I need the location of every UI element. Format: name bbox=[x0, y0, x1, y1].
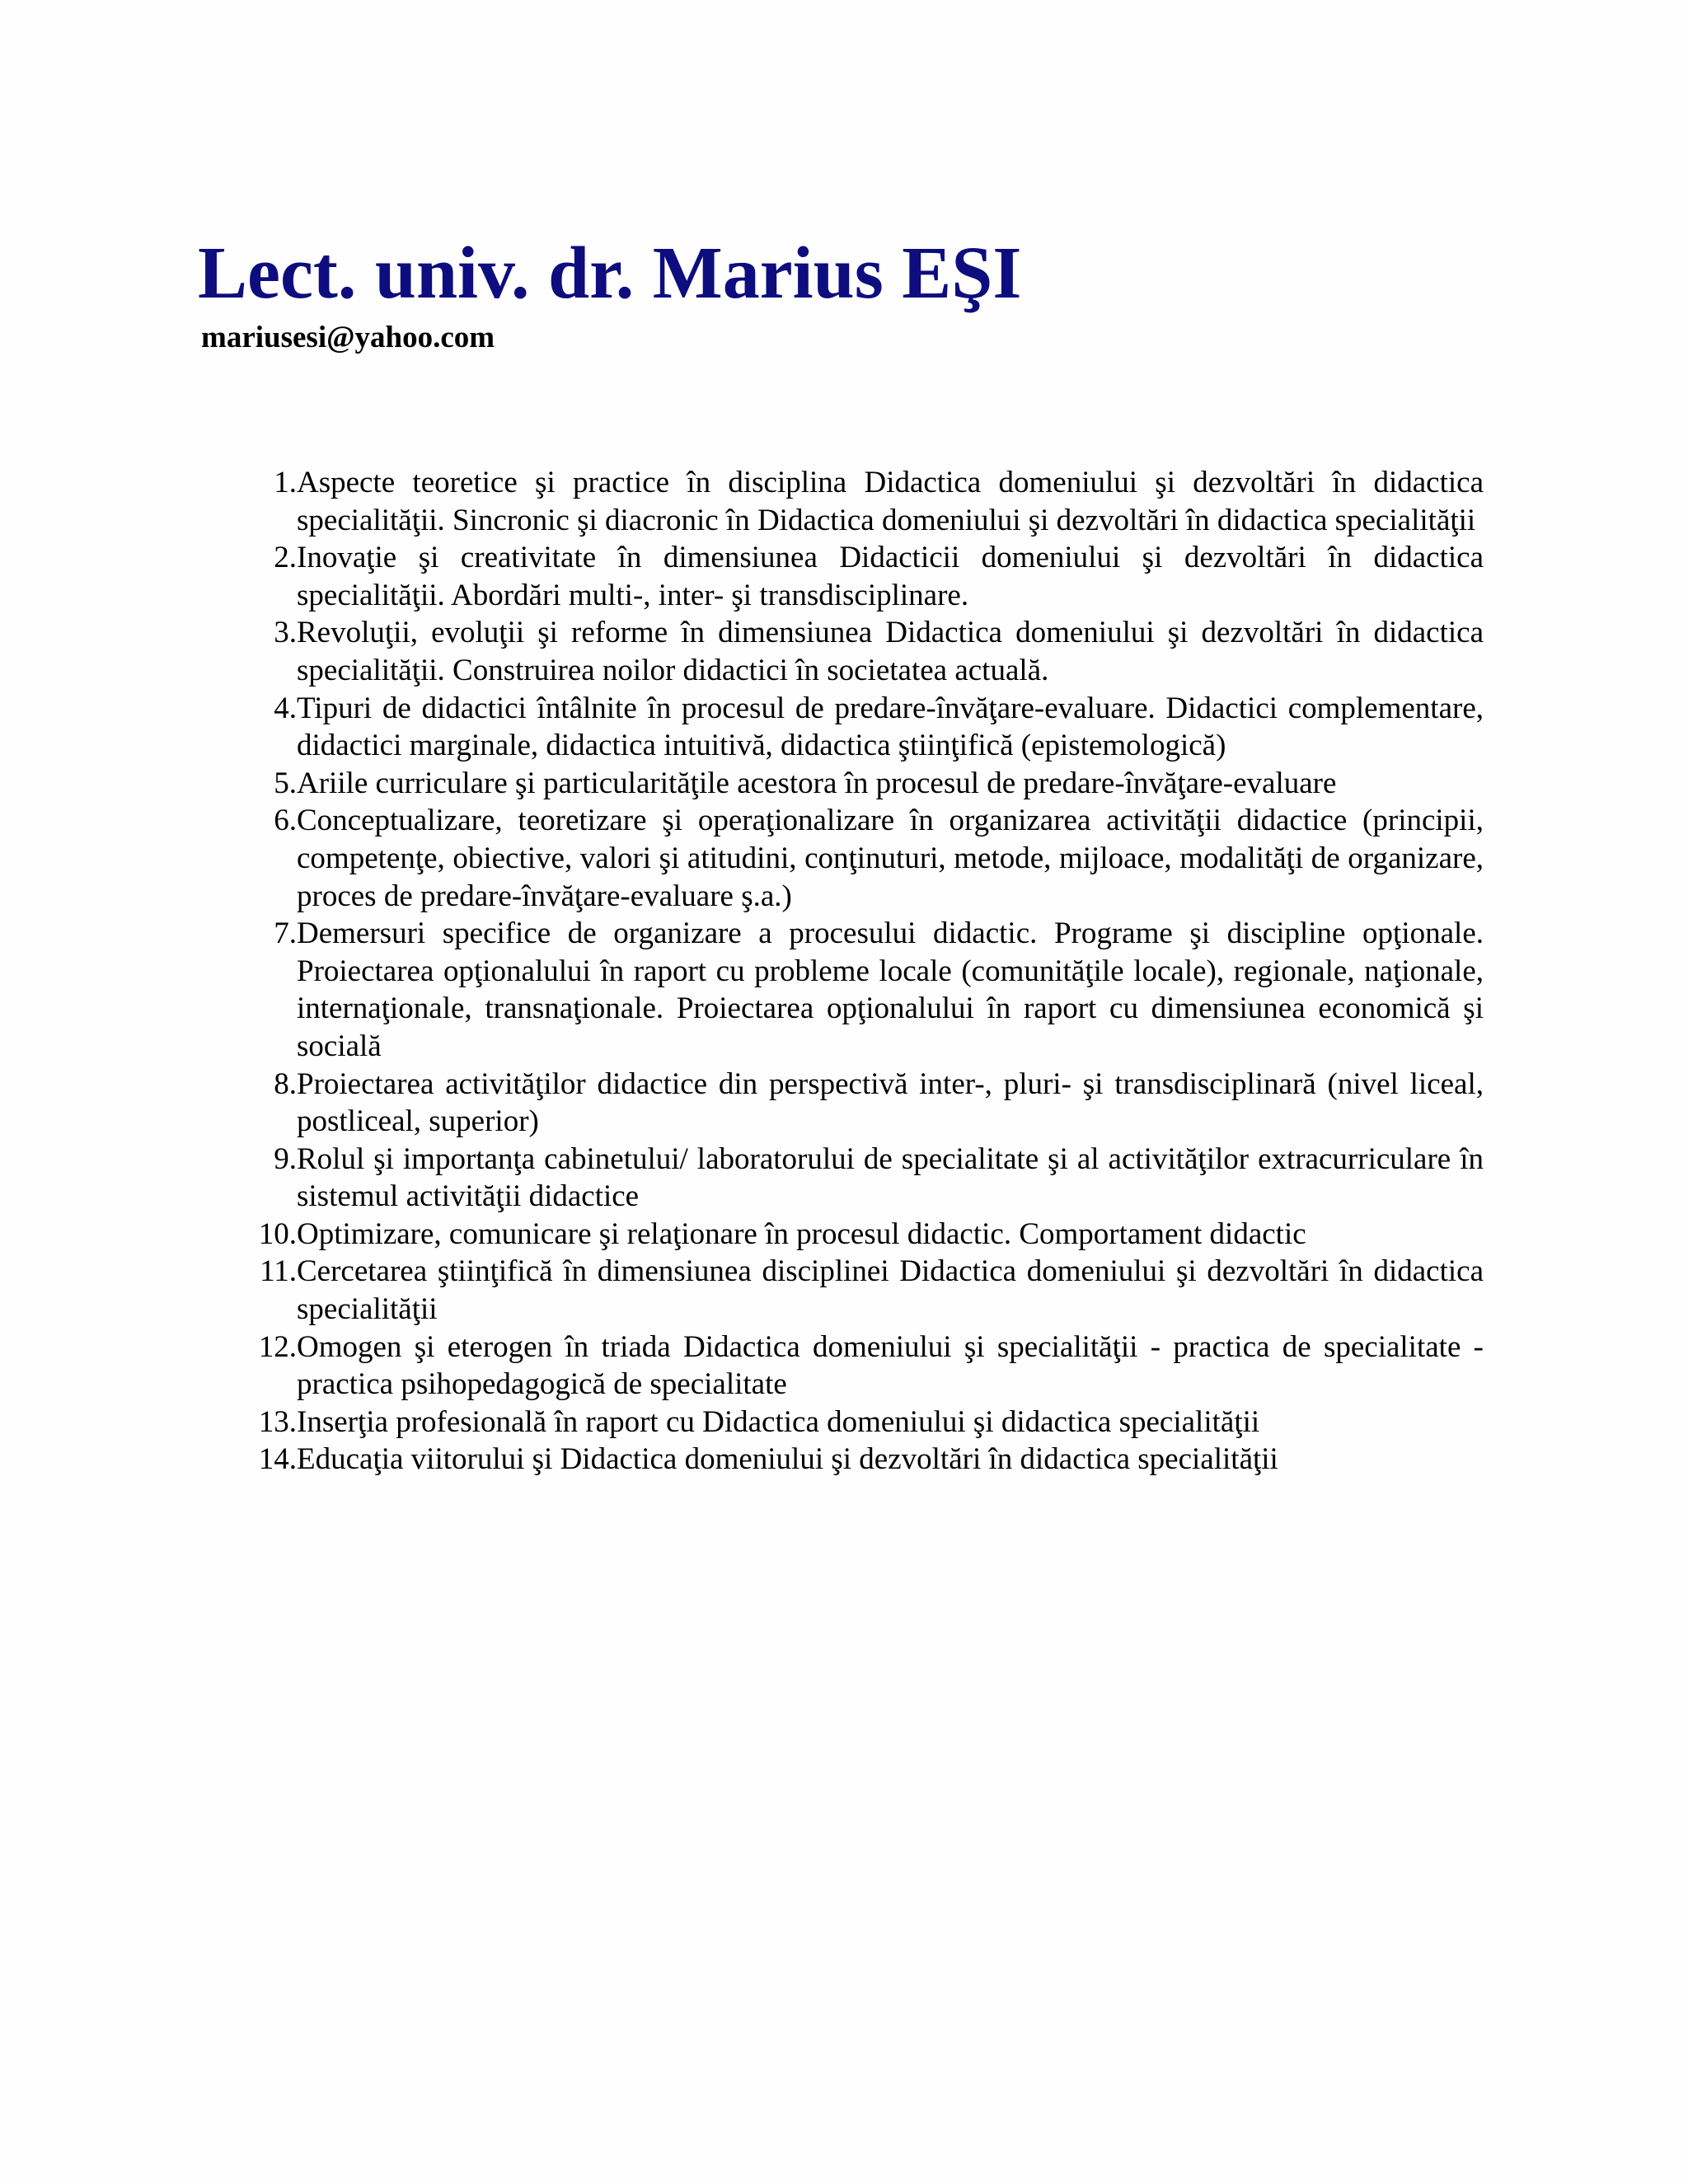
item-text: Inserţia profesională în raport cu Didactica domeniului şi didactica specialităţii bbox=[297, 1404, 1260, 1439]
item-text: Rolul şi importanţa cabinetului/ laboratorului de specialitate şi al activităţilor extracurriculare în sistemul activităţii didactice bbox=[297, 1141, 1484, 1214]
item-text: Educaţia viitorului şi Didactica domeniului şi dezvoltări în didactica specialităţii bbox=[297, 1442, 1278, 1477]
list-item bbox=[239, 1216, 1484, 1254]
list-item bbox=[239, 539, 1484, 614]
item-number: 2. bbox=[274, 541, 297, 575]
item-number: 11. bbox=[260, 1254, 297, 1289]
item-text: Inovaţie şi creativitate în dimensiunea Didacticii domeniului şi dezvoltări în didactica specialităţii. Abordări multi-, inter- şi transdisciplinare. bbox=[297, 541, 1484, 612]
list-item bbox=[239, 690, 1484, 765]
item-number: 4. bbox=[274, 691, 297, 725]
item-text: Demersuri specifice de organizare a procesului didactic. Programe şi discipline opţionale. Proiectarea opţionalului în raport cu probleme locale (comunităţile locale), regionale, naţionale, internaţionale, transnaţionale. Proiectarea opţionalului în raport cu dimensiunea economică şi socială bbox=[297, 916, 1484, 1063]
topic-list bbox=[239, 464, 1484, 1479]
list-item bbox=[239, 1441, 1484, 1479]
item-text: Cercetarea ştiinţifică în dimensiunea disciplinei Didactica domeniului şi dezvoltări în didactica specialităţii bbox=[297, 1254, 1484, 1327]
list-item bbox=[239, 1329, 1484, 1404]
item-number: 9. bbox=[274, 1141, 297, 1176]
item-text: Aspecte teoretice şi practice în disciplina Didactica domeniului şi dezvoltări în didactica specialităţii. Sincronic şi diacronic în Didactica domeniului şi dezvoltări în didactica specialităţii bbox=[297, 466, 1484, 537]
list-item bbox=[239, 614, 1484, 689]
item-text: Tipuri de didactici întâlnite în procesul de predare-învăţare-evaluare. Didactici complementare, didactici marginale, didactica intuitivă, didactica ştiinţifică (epistemologică) bbox=[297, 691, 1484, 763]
list-item bbox=[239, 1141, 1484, 1216]
list-item bbox=[239, 765, 1484, 803]
item-number: 5. bbox=[274, 766, 297, 800]
item-number: 7. bbox=[274, 916, 297, 951]
item-number: 12. bbox=[258, 1329, 297, 1364]
item-number: 6. bbox=[274, 804, 297, 838]
item-text: Optimizare, comunicare şi relaţionare în procesul didactic. Comportament didactic bbox=[297, 1216, 1306, 1251]
item-text: Ariile curriculare şi particularităţile acestora în procesul de predare-învăţare-evaluare bbox=[297, 766, 1337, 800]
list-item bbox=[239, 802, 1484, 915]
item-text: Conceptualizare, teoretizare şi operaţionalizare în organizarea activităţii didactice (principii, competenţe, obiective, valori şi atitudini, conţinuturi, metode, mijloace, modalităţi de organizare, proces de predare-învăţare-evaluare ş.a.) bbox=[297, 804, 1484, 913]
item-text: Proiectarea activităţilor didactice din perspectivă inter-, pluri- şi transdisciplinară (nivel liceal, postliceal, superior) bbox=[297, 1066, 1484, 1139]
list-item bbox=[239, 1066, 1484, 1141]
item-number: 10. bbox=[258, 1216, 297, 1251]
document-header bbox=[198, 232, 1021, 356]
item-number: 13. bbox=[258, 1404, 297, 1439]
item-number: 14. bbox=[258, 1442, 297, 1477]
item-number: 1. bbox=[274, 466, 297, 499]
item-number: 3. bbox=[274, 616, 297, 650]
item-number: 8. bbox=[274, 1066, 297, 1101]
author-email: mariusesi@yahoo.com bbox=[201, 321, 495, 354]
item-text: Revoluţii, evoluţii şi reforme în dimensiunea Didactica domeniului şi dezvoltări în didactica specialităţii. Construirea noilor didactici în societatea actuală. bbox=[297, 616, 1484, 687]
item-text: Omogen şi eterogen în triada Didactica domeniului şi specialităţii - practica de specialitate - practica psihopedagogică de specialitate bbox=[297, 1329, 1484, 1402]
list-item bbox=[239, 464, 1484, 539]
list-item bbox=[239, 915, 1484, 1065]
list-item bbox=[239, 1253, 1484, 1328]
list-item bbox=[239, 1404, 1484, 1441]
author-name: Lect. univ. dr. Marius EŞI bbox=[198, 232, 1022, 314]
